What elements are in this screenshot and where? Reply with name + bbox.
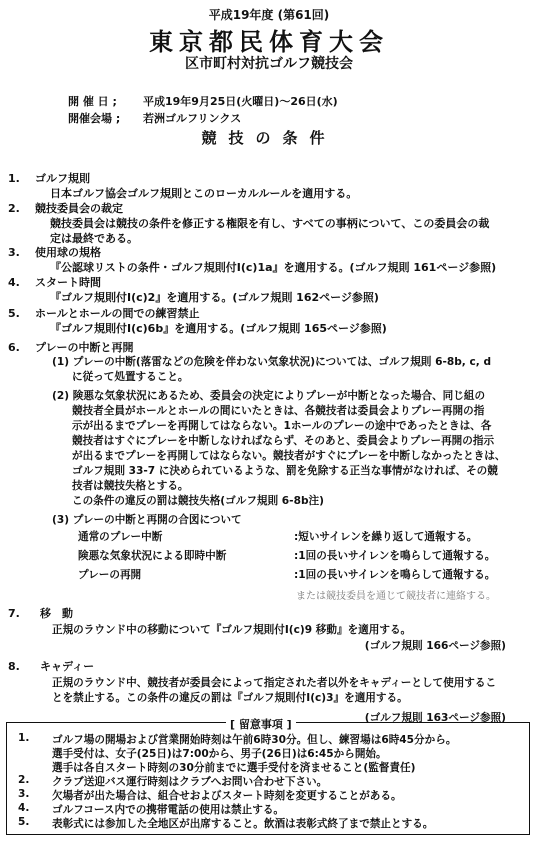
paragraph-line: (2) 険悪な気象状況にあるため、委員会の決定によりプレーが中断となった場合、同じ組の [52, 390, 486, 402]
section-text: とを禁止する。この条件の違反の罰は『ゴルフ規則付Ⅰ(c)3』を適用する。 [52, 692, 408, 704]
section-title: スタート時間 [35, 276, 101, 289]
notice-text: 欠場者が出た場合は、組合せおよびスタート時刻を変更することがある。 [52, 790, 402, 802]
section-title: 移 動 [40, 607, 73, 620]
section-text: 日本ゴルフ協会ゴルフ規則とこのローカルルールを適用する。 [50, 187, 358, 200]
paragraph-line: ゴルフ規則 33-7 に決められているような、罰を免除する正当な事情がなければ、その競 [72, 465, 498, 477]
notice-number: 1. [18, 732, 30, 744]
notice-number: 4. [18, 802, 30, 814]
section-number: 3. [8, 246, 20, 259]
section-number: 2. [8, 202, 20, 215]
signal-value: :1回の長いサイレンを鳴らして通報する。 [294, 550, 496, 562]
signal-label: 険悪な気象状況による即時中断 [78, 550, 227, 562]
section-text: 競技委員会は競技の条件を修正する権限を有し、すべての事柄について、この委員会の裁 [50, 217, 490, 230]
section-text: 正規のラウンド中の移動について『ゴルフ規則付Ⅰ(c)9 移動』を適用する。 [52, 624, 412, 636]
date-value: 平成19年9月25日(火曜日)～26日(水) [143, 95, 338, 108]
signal-label: 通常のプレー中断 [78, 531, 163, 543]
notice-text: ゴルフ場の開場および営業開始時刻は午前6時30分。但し、練習場は6時45分から。 [52, 734, 457, 746]
paragraph-line: 示が出るまでプレーを再開してはならない。1ホールのプレーの途中であったときは、各 [72, 420, 492, 432]
notice-text: 選手は各自スタート時刻の30分前までに選手受付を済ませること(監督責任) [52, 762, 416, 774]
signals-heading: (3) プレーの中断と再開の合図について [52, 514, 242, 526]
section-title: プレーの中断と再開 [35, 341, 134, 354]
section-number: 1. [8, 172, 20, 185]
venue-label: 開催会場 ; [68, 112, 121, 125]
event-subtitle: 区市町村対抗ゴルフ競技会 [185, 56, 353, 72]
section-title: ホールとホールの間での練習禁止 [35, 307, 200, 320]
conditions-title: 競技の条件 [201, 129, 337, 147]
paragraph-line: 競技者全員がホールとホールの間にいたときは、各競技者は委員会よりプレー再開の指 [72, 405, 485, 417]
paragraph-line: が出るまでプレーを再開してはならない。競技者がすぐにプレーを中断しなかったときは、 [72, 450, 506, 462]
notice-title: [ 留意事項 ] [226, 716, 296, 732]
notice-number: 3. [18, 788, 30, 800]
faded-note: または競技委員を通じて競技者に連絡する。 [296, 591, 496, 602]
notice-number: 5. [18, 816, 30, 828]
event-title: 東京都民体育大会 [149, 28, 389, 56]
notice-text: 選手受付は、女子(25日)は7:00から、男子(26日)は6:45から開始。 [52, 748, 387, 760]
section-title: キャディー [40, 660, 95, 673]
year-heading: 平成19年度 (第61回) [208, 8, 330, 22]
paragraph-line: (1) プレーの中断(落雷などの危険を伴わない気象状況)については、ゴルフ規則 6-8b, c, d [52, 356, 492, 368]
section-number: 7. [8, 607, 20, 620]
paragraph-line: に従って処置すること。 [72, 371, 189, 383]
notice-number: 2. [18, 774, 30, 786]
section-text: 定は最終である。 [50, 232, 138, 245]
date-label: 開 催 日 ; [68, 95, 117, 108]
section-title: 使用球の規格 [35, 246, 101, 259]
section-number: 5. [8, 307, 20, 320]
notice-text: クラブ送迎バス運行時刻はクラブへお問い合わせ下さい。 [52, 776, 328, 788]
paragraph-line: 技者は競技失格とする。 [72, 480, 189, 492]
venue-value: 若洲ゴルフリンクス [143, 112, 242, 125]
section-text: 正規のラウンド中、競技者が委員会によって指定された者以外をキャディーとして使用するこ [52, 677, 497, 689]
notice-text: ゴルフコース内での携帯電話の使用は禁止する。 [52, 804, 285, 816]
penalty-line: この条件の違反の罰は競技失格(ゴルフ規則 6-8b注) [72, 495, 324, 507]
signal-value: :1回の長いサイレンを鳴らして通報する。 [294, 569, 496, 581]
signal-label: プレーの再開 [78, 569, 142, 581]
notice-text: 表彰式には参加した全地区が出席すること。飲酒は表彰式終了まで禁止とする。 [52, 818, 434, 830]
section-text: 『ゴルフ規則付Ⅰ(c)6b』を適用する。(ゴルフ規則 165ページ参照) [50, 322, 387, 335]
section-title: ゴルフ規則 [35, 172, 90, 185]
rule-reference: (ゴルフ規則 163ページ参照) [364, 712, 506, 724]
section-number: 4. [8, 276, 20, 289]
rule-reference: (ゴルフ規則 166ページ参照) [364, 640, 506, 652]
signal-value: :短いサイレンを繰り返して通報する。 [294, 531, 478, 543]
section-number: 6. [8, 341, 20, 354]
paragraph-line: 競技者はすぐにプレーを中断しなければならず、そのあと、委員会よりプレー再開の指示 [72, 435, 495, 447]
section-number: 8. [8, 660, 20, 673]
section-text: 『公認球リストの条件・ゴルフ規則付Ⅰ(c)1a』を適用する。(ゴルフ規則 161ページ参照) [50, 261, 497, 274]
section-title: 競技委員会の裁定 [35, 202, 123, 215]
section-text: 『ゴルフ規則付Ⅰ(c)2』を適用する。(ゴルフ規則 162ページ参照) [50, 291, 379, 304]
